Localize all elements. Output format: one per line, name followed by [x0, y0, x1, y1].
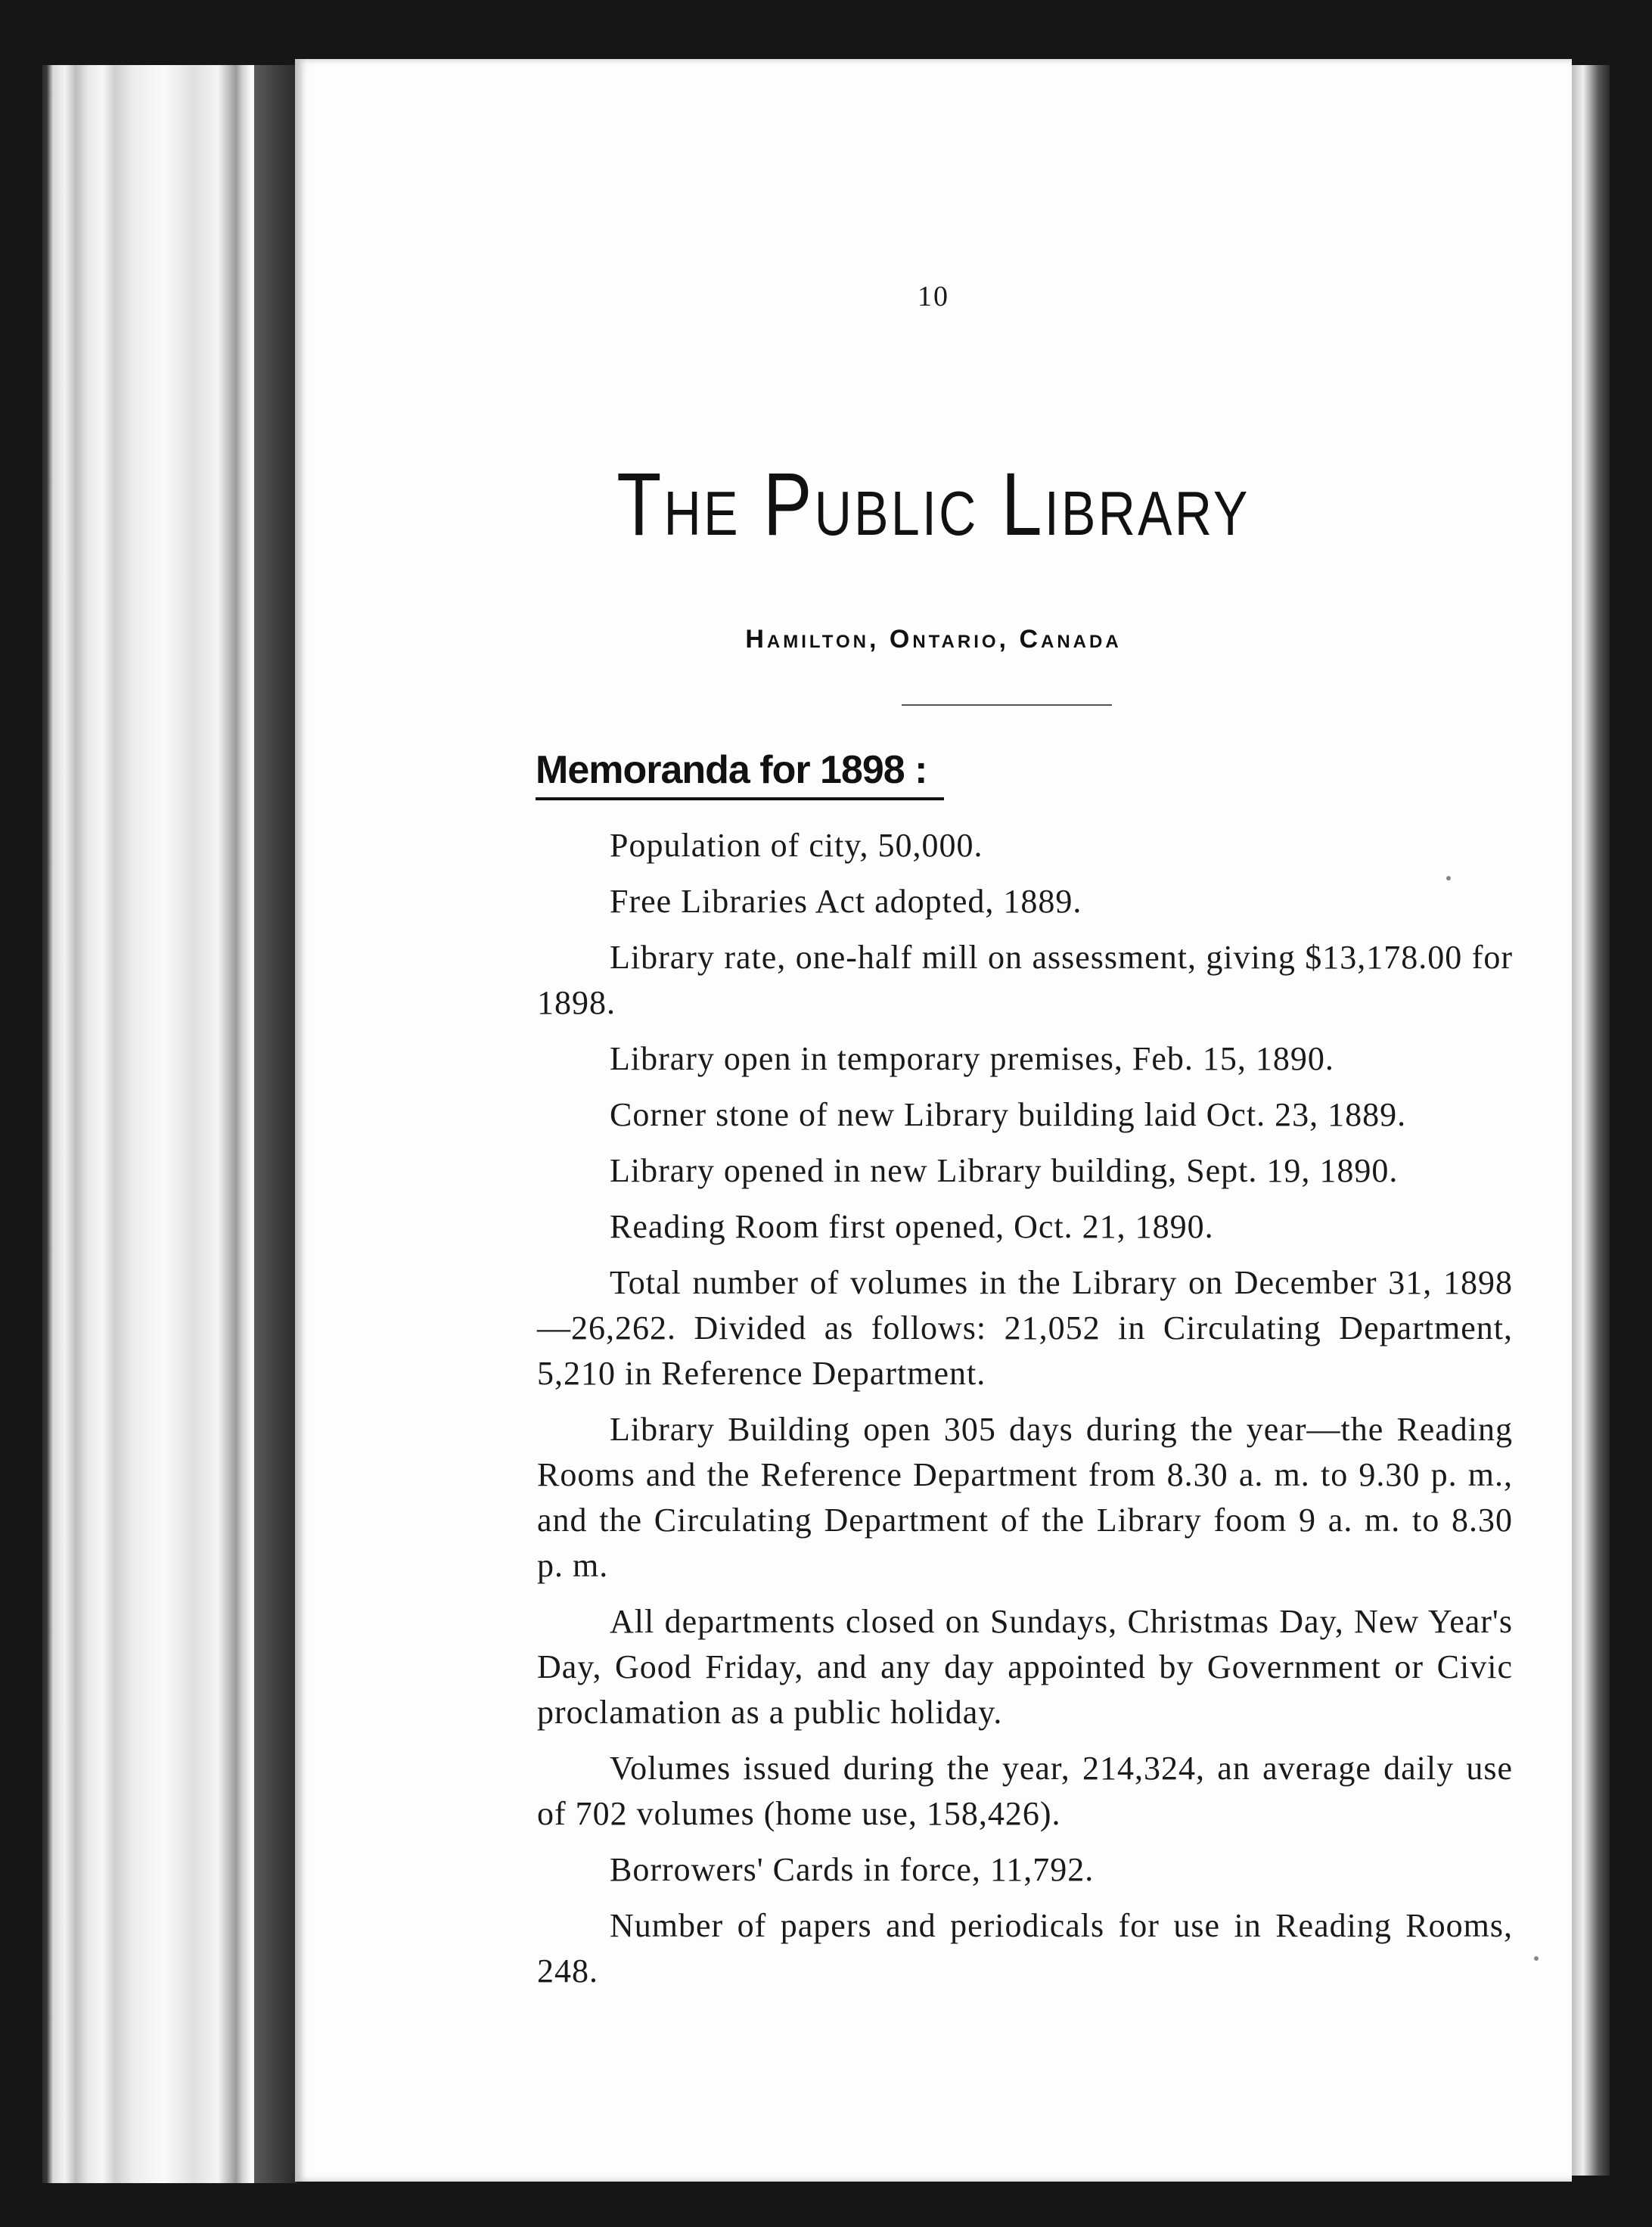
- memo-closures: All departments closed on Sundays, Christmas Day, New Year's Day, Good Friday, and any day appointed by Government or Civic proclamation as a public holiday.: [537, 1603, 1513, 1731]
- memo-volumes-issued: Volumes issued during the year, 214,324, an average daily use of 702 volumes (home use, 158,426).: [537, 1750, 1513, 1832]
- page-title: The Public Library: [616, 455, 1250, 554]
- paper-speck: [1446, 876, 1451, 881]
- paper-speck: [1534, 1956, 1539, 1961]
- memo-temporary-premises: Library open in temporary premises, Feb. 15, 1890.: [610, 1040, 1334, 1077]
- memo-periodicals: Number of papers and periodicals for use in Reading Rooms, 248.: [537, 1907, 1513, 1989]
- book-page: [295, 59, 1572, 2182]
- memo-population: Population of city, 50,000.: [610, 827, 983, 864]
- memo-reading-room: Reading Room first opened, Oct. 21, 1890.: [610, 1208, 1214, 1245]
- page-subtitle: Hamilton, Ontario, Canada: [745, 625, 1122, 654]
- memo-new-building: Library opened in new Library building, Sept. 19, 1890.: [610, 1152, 1399, 1189]
- memoranda-body: [537, 823, 1513, 2005]
- memo-corner-stone: Corner stone of new Library building laid Oct. 23, 1889.: [610, 1096, 1407, 1133]
- page-number: 10: [918, 281, 949, 312]
- memo-opening-hours: Library Building open 305 days during the year—the Reading Rooms and the Reference Department from 8.30 a. m. to 9.30 p. m., and the Circulating Department of the Library foom 9 a. m. to 8.30 p. m.: [537, 1411, 1513, 1584]
- section-heading: Memoranda for 1898 :: [536, 747, 944, 800]
- memo-library-rate: Library rate, one-half mill on assessment, giving $13,178.00 for 1898.: [537, 939, 1513, 1021]
- divider-rule: [902, 704, 1112, 706]
- memo-total-volumes: Total number of volumes in the Library on December 31, 1898—26,262. Divided as follows: 21,052 in Circulating Department, 5,210 in Reference Department.: [537, 1264, 1513, 1392]
- facing-page-edge: [1572, 65, 1610, 2176]
- book-gutter: [254, 65, 297, 2183]
- memo-act-adopted: Free Libraries Act adopted, 1889.: [610, 883, 1082, 920]
- memo-borrowers-cards: Borrowers' Cards in force, 11,792.: [610, 1851, 1095, 1888]
